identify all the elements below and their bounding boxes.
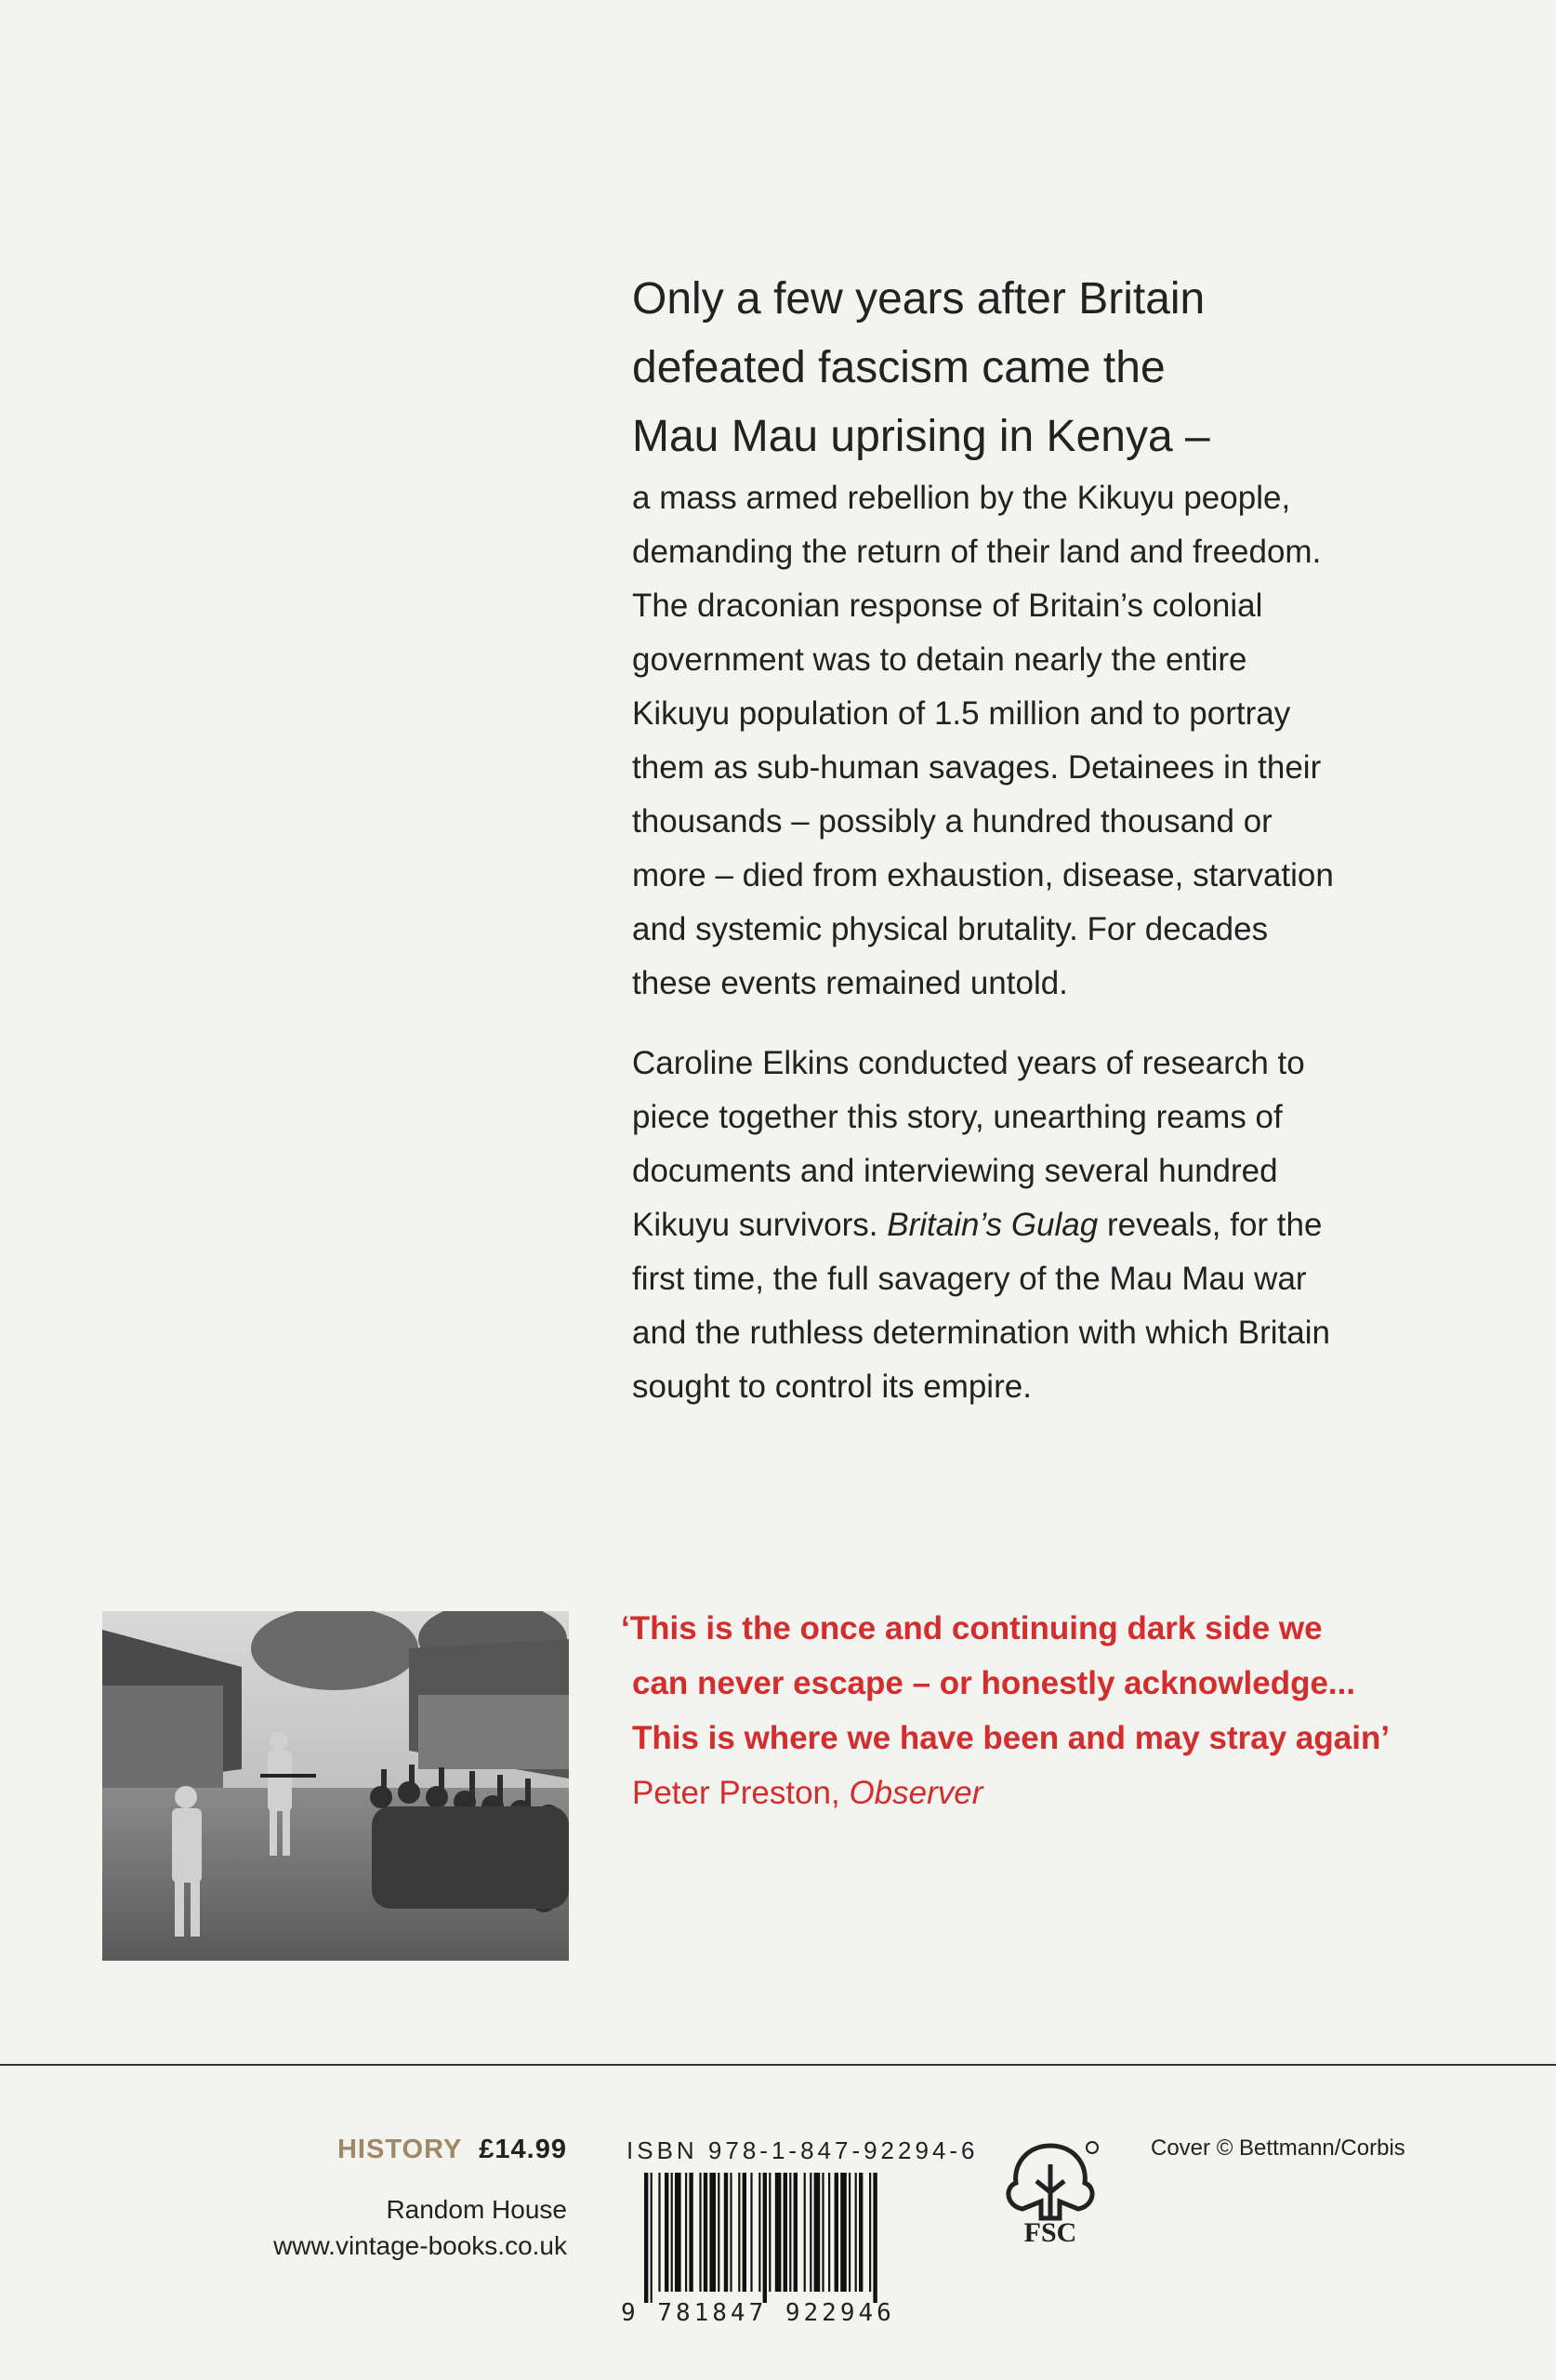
barcode-bar <box>822 2173 824 2292</box>
blurb-line: The draconian response of Britain’s colonial <box>632 588 1263 624</box>
barcode-bar <box>828 2173 830 2292</box>
quote-line: ‘This is the once and continuing dark side we <box>621 1610 1323 1646</box>
blurb-line: and the ruthless determination with which Britain <box>632 1315 1330 1351</box>
barcode-bar <box>675 2173 681 2292</box>
barcode-bar <box>651 2173 653 2303</box>
blurb-paragraph-2 <box>632 1037 1450 1414</box>
barcode-bar <box>775 2173 782 2292</box>
barcode-bar <box>699 2173 701 2292</box>
barcode-bar <box>758 2173 760 2292</box>
barcode-bar <box>840 2173 847 2292</box>
barcode-bar <box>704 2173 707 2292</box>
barcode-bar <box>665 2173 668 2292</box>
quote-author: Peter Preston, <box>632 1775 850 1811</box>
barcode-bar <box>869 2173 871 2292</box>
barcode-bar <box>849 2173 851 2292</box>
blurb-text: reveals, for the <box>1098 1207 1323 1243</box>
cover-credit: Cover © Bettmann/Corbis <box>1151 2135 1405 2161</box>
barcode-bar <box>709 2173 716 2292</box>
barcode-bar <box>769 2173 771 2292</box>
barcode-bar <box>835 2173 838 2292</box>
barcode-bar <box>859 2173 863 2292</box>
blurb-lead <box>632 265 1450 471</box>
blurb-line: Caroline Elkins conducted years of research to <box>632 1045 1305 1081</box>
barcode-bar <box>750 2173 752 2292</box>
quote-line: can never escape – or honestly acknowledge... <box>632 1665 1356 1701</box>
photo-illustration <box>102 1611 569 1961</box>
barcode-bar <box>784 2173 787 2292</box>
blurb-line: piece together this story, unearthing reams of <box>632 1099 1283 1135</box>
barcode-bar <box>814 2173 821 2292</box>
blurb-line: them as sub-human savages. Detainees in their <box>632 749 1322 786</box>
blurb-paragraph-1 <box>632 471 1450 1011</box>
footer-divider <box>0 2064 1556 2066</box>
barcode-bar <box>810 2173 811 2292</box>
barcode-bar <box>671 2173 673 2292</box>
blurb <box>632 265 1450 1414</box>
blurb-lead-line: Mau Mau uprising in Kenya – <box>632 412 1210 461</box>
category-label: HISTORY <box>336 2135 463 2164</box>
publisher-website: www.vintage-books.co.uk <box>273 2231 567 2260</box>
blurb-line-with-title <box>632 1198 1450 1252</box>
blurb-lead-line: Only a few years after Britain <box>632 274 1206 324</box>
blurb-line: sought to control its empire. <box>632 1368 1032 1405</box>
blurb-lead-line: defeated fascism came the <box>632 343 1166 392</box>
barcode-bar <box>644 2173 648 2303</box>
barcode-bar <box>789 2173 791 2292</box>
barcode-bar <box>689 2173 692 2292</box>
blurb-line: documents and interviewing several hundred <box>632 1153 1278 1189</box>
barcode-bar <box>873 2173 877 2303</box>
barcode-bar <box>730 2173 732 2292</box>
barcode-bar <box>685 2173 687 2292</box>
barcode-digits: 9 781847 922946 <box>621 2299 895 2327</box>
category-price <box>297 2135 567 2165</box>
barcode-bar <box>718 2173 719 2292</box>
blurb-text: Kikuyu survivors. <box>632 1207 888 1243</box>
barcode-bar <box>763 2173 767 2303</box>
review-quote <box>621 1601 1513 1820</box>
blurb-line: demanding the return of their land and freedom. <box>632 534 1322 570</box>
publisher-name: Random House <box>386 2195 567 2224</box>
blurb-line: more – died from exhaustion, disease, starvation <box>632 857 1334 893</box>
barcode-bar <box>738 2173 740 2292</box>
blurb-line: first time, the full savagery of the Mau Mau war <box>632 1261 1307 1297</box>
fsc-label: FSC <box>1023 2217 1077 2248</box>
blurb-line: a mass armed rebellion by the Kikuyu people, <box>632 480 1291 516</box>
barcode <box>644 2173 951 2303</box>
cover-photo <box>102 1611 569 1961</box>
quote-line: This is where we have been and may stray again’ <box>632 1720 1391 1756</box>
blurb-line: and systemic physical brutality. For decades <box>632 911 1269 947</box>
barcode-bar <box>855 2173 857 2292</box>
barcode-bar <box>794 2173 798 2292</box>
barcode-bar <box>724 2173 728 2292</box>
blurb-line: government was to detain nearly the entire <box>632 641 1247 678</box>
quote-attribution <box>621 1765 1513 1820</box>
barcode-bar <box>743 2173 746 2292</box>
blurb-line: these events remained untold. <box>632 965 1068 1001</box>
barcode-bar <box>658 2173 660 2292</box>
publisher-info <box>186 2191 567 2264</box>
blurb-line: thousands – possibly a hundred thousand or <box>632 803 1272 840</box>
barcode-bar <box>804 2173 806 2292</box>
quote-publication: Observer <box>849 1775 983 1811</box>
book-title: Britain’s Gulag <box>887 1207 1099 1243</box>
blurb-line: Kikuyu population of 1.5 million and to portray <box>632 695 1291 732</box>
price-label: £14.99 <box>479 2135 567 2164</box>
isbn-label: ISBN 978-1-847-92294-6 <box>626 2136 979 2164</box>
